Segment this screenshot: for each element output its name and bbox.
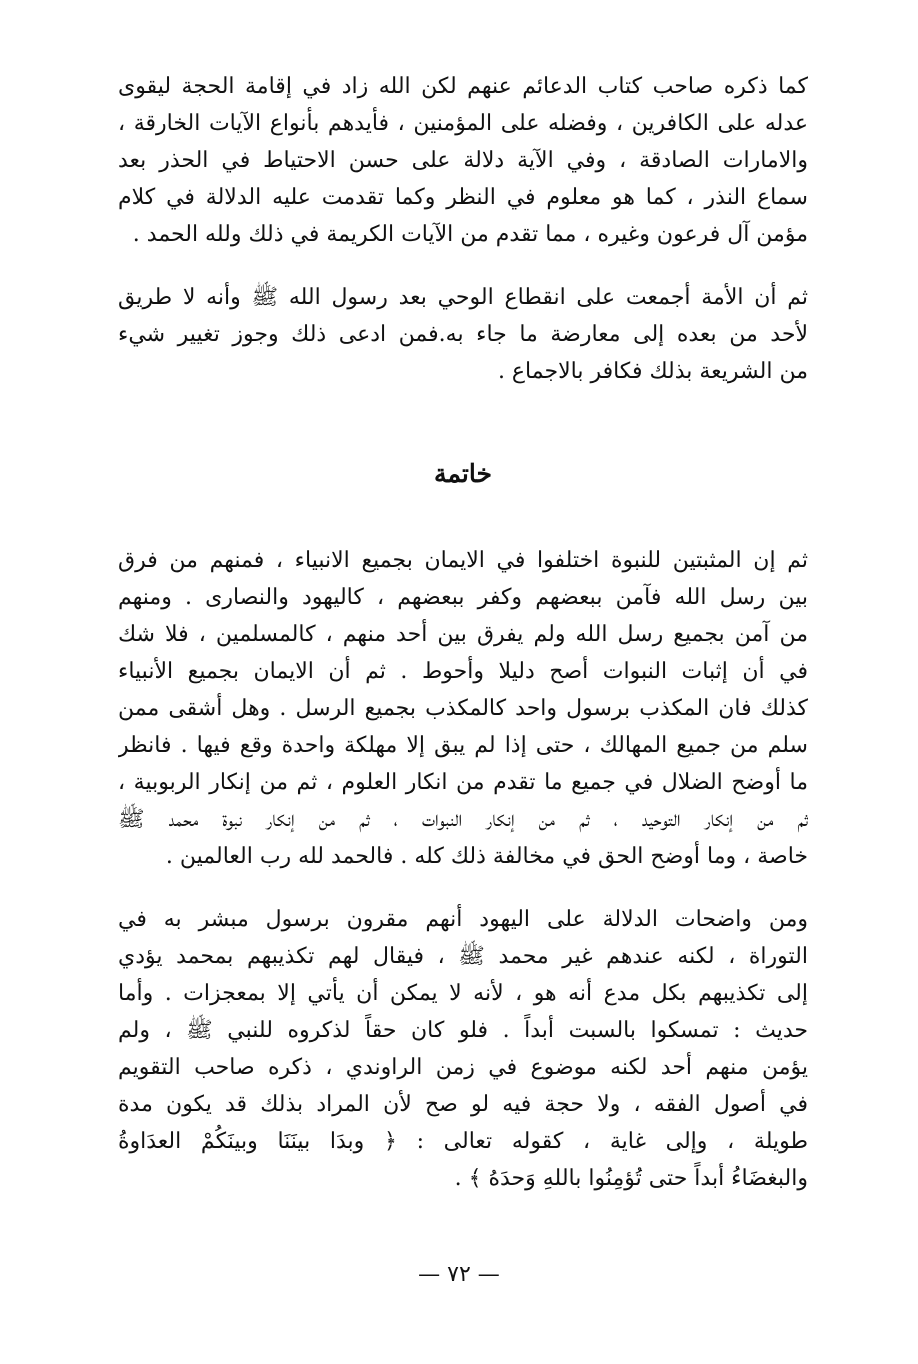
text-line: حديث : تمسكوا بالسبت أبداً . فلو كان حقاً لذكروه للنبي ﷺ ، ولم — [118, 1018, 808, 1043]
text-line: والامارات الصادقة ، وفي الآية دلالة على حسن الاحتياط في الحذر بعد — [118, 148, 808, 173]
page-number: — ٧٢ — — [418, 1262, 500, 1287]
paragraph — [118, 542, 808, 875]
text-line: ما أوضح الضلال في جميع ما تقدم من انكار العلوم ، ثم من إنكار الربوبية ، — [118, 770, 808, 795]
text-line: إلى تكذيبهم بكل مدع أنه هو ، لأنه لا يمكن أن يأتي إلا بمعجزات . وأما — [118, 981, 808, 1006]
text-line: خاصة ، وما أوضح الحق في مخالفة ذلك كله . فالحمد لله رب العالمين . — [165, 844, 808, 869]
text-line: سماع النذر ، كما هو معلوم في النظر وكما تقدمت عليه الدلالة في كلام — [118, 185, 808, 210]
text-line: التوراة ، لكنه عندهم غير محمد ﷺ ، فيقال لهم تكذيبهم بمحمد يؤدي — [118, 944, 808, 969]
text-line: من الشريعة بذلك فكافر بالاجماع . — [497, 359, 808, 384]
text-line: سلم من جميع المهالك ، حتى إذا لم يبق إلا مهلكة واحدة وقع فيها . فانظر — [118, 733, 808, 758]
text-line: بين رسل الله فآمن ببعضهم وكفر ببعضهم ، كاليهود والنصارى . ومنهم — [118, 585, 808, 610]
top-section — [118, 68, 808, 390]
text-line: طويلة ، وإلى غاية ، كقوله تعالى : ﴿ وبدَا بينَنَا وبينَكُمْ العدَاوةُ — [118, 1129, 808, 1154]
text-line: ثم إن المثبتين للنبوة اختلفوا في الايمان بجميع الانبياء ، فمنهم من فرق — [118, 548, 808, 573]
text-line: في أن إثبات النبوات أصح دليلا وأحوط . ثم أن الايمان بجميع الأنبياء — [118, 659, 808, 684]
text-line: ومن واضحات الدلالة على اليهود أنهم مقرون برسول مبشر به في — [118, 907, 808, 932]
text-line: يؤمن منهم أحد لكنه موضوع في زمن الراوندي ، ذكره صاحب التقويم — [118, 1055, 808, 1080]
text-line: كما ذكره صاحب كتاب الدعائم عنهم لكن الله زاد في إقامة الحجة ليقوى — [118, 74, 808, 99]
text-line: والبغضَاءُ أبداً حتى تُؤمِنُوا باللهِ وَحدَهُ ﴾ . — [454, 1166, 808, 1191]
text-line: ثم من إنكار التوحيد ، ثم من إنكار النبوات ، ثم من إنكار نبوة محمد ﷺ — [118, 807, 808, 832]
text-line: ثم أن الأمة أجمعت على انقطاع الوحي بعد رسول الله ﷺ وأنه لا طريق — [118, 285, 808, 310]
bottom-section — [118, 542, 808, 1197]
text-line: كذلك فان المكذب برسول واحد كالمكذب بجميع الرسل . وهل أشقى ممن — [118, 696, 808, 721]
section-heading: خاتمة — [434, 459, 492, 488]
text-line: من آمن بجميع رسل الله ولم يفرق بين أحد منهم ، كالمسلمين ، فلا شك — [118, 622, 808, 647]
text-line: عدله على الكافرين ، وفضله على المؤمنين ، فأيدهم بأنواع الآيات الخارقة ، — [118, 111, 808, 136]
paragraph — [118, 279, 808, 390]
paragraph — [118, 68, 808, 253]
text-line: لأحد من بعده إلى معارضة ما جاء به.فمن ادعى ذلك وجوز تغيير شيء — [118, 322, 808, 347]
paragraph — [118, 901, 808, 1197]
text-line: في أصول الفقه ، ولا حجة فيه لو صح لأن المراد بذلك قد يكون مدة — [118, 1092, 808, 1117]
text-line: مؤمن آل فرعون وغيره ، مما تقدم من الآيات الكريمة في ذلك ولله الحمد . — [132, 222, 808, 247]
